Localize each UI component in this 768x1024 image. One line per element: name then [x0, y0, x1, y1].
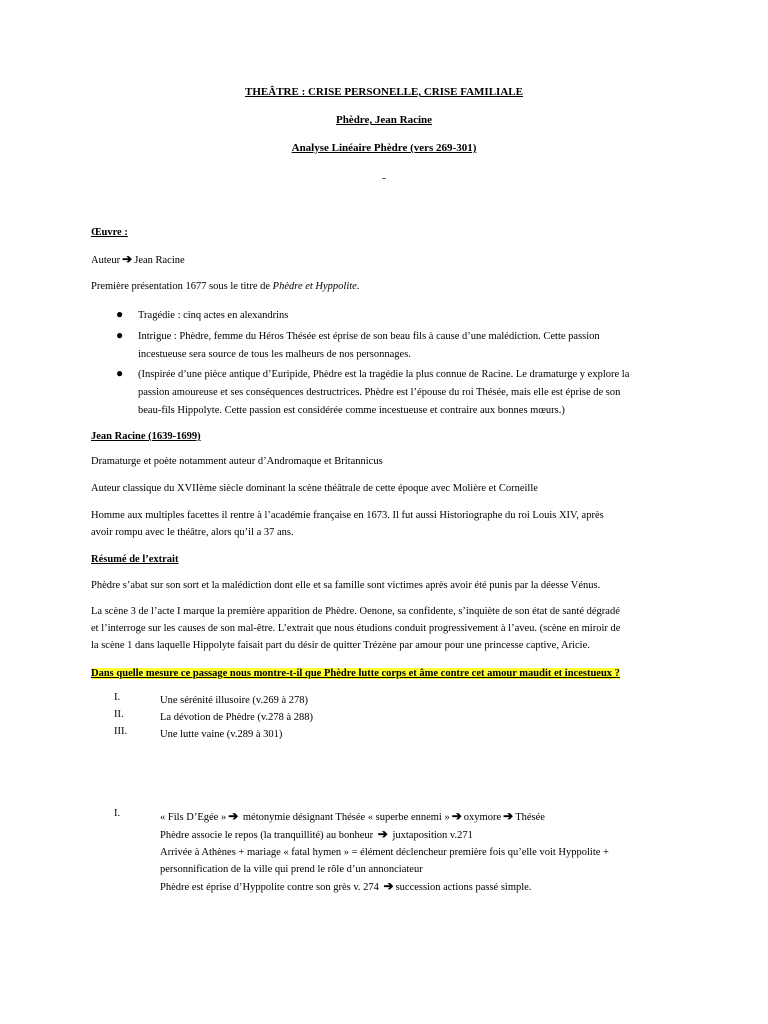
resume-line: et l’interroge sur les causes de son mal-être. L’extrait que nous étudions conduit progressivement à l’aveu. (scène en miroir de: [91, 623, 621, 634]
arrow-right-icon: ➔: [377, 827, 388, 841]
part1-text: « Fils D’Egée »: [160, 812, 227, 823]
part1-text: métonymie désignant Thésée « superbe ennemi »: [240, 812, 450, 823]
bullet-line: (Inspirée d’une pièce antique d’Euripide, Phèdre est la tragédie la plus connue de Racine. Le dramaturge y explore la: [138, 369, 630, 380]
plan-item: Une lutte vaine (v.289 à 301): [160, 729, 283, 740]
problematique: [91, 665, 691, 682]
part1-line: personnification de la ville qui prend le rôle d’un annonciateur: [160, 864, 423, 875]
part1-line: [160, 808, 700, 826]
author-name: Jean Racine: [134, 255, 185, 266]
bullet-line: Tragédie : cinq actes en alexandrins: [138, 310, 289, 321]
bullet-icon: ●: [116, 307, 124, 321]
bullet-item: [138, 328, 683, 364]
part1-text: succession actions passé simple.: [395, 882, 532, 893]
premiere-prefix: Première présentation 1677 sous le titre de: [91, 281, 273, 292]
premiere-line: [91, 278, 681, 295]
part1-text: Phèdre associe le repos (la tranquillité) au bonheur: [160, 830, 376, 841]
author-line: [91, 251, 681, 269]
main-title: THEÂTRE : CRISE PERSONELLE, CRISE FAMILIALE: [245, 86, 523, 98]
bullet-icon: ●: [116, 328, 124, 342]
arrow-right-icon: ➔: [228, 809, 239, 823]
resume-line: la scène 1 dans laquelle Hippolyte faisait part du désir de quitter Trézène par amour pour une princesse captive, Aricie.: [91, 640, 590, 651]
racine-paragraph: [91, 507, 681, 541]
part1-text: Phèdre est éprise d’Hyppolite contre son grès v. 274: [160, 882, 382, 893]
separator-dash: -: [382, 172, 386, 184]
part1-content: [160, 808, 700, 896]
bullet-item: [138, 366, 683, 420]
plan-number: III.: [114, 726, 128, 737]
part-number: I.: [114, 808, 121, 819]
plan-item: Une sérénité illusoire (v.269 à 278): [160, 695, 309, 706]
bullet-line: beau-fils Hippolyte. Cette passion est considérée comme incestueuse et contraire aux bonnes mœurs.): [138, 405, 565, 416]
plan-number: II.: [114, 709, 124, 720]
arrow-right-icon: ➔: [122, 252, 133, 266]
subtitle: Phèdre, Jean Racine: [335, 114, 433, 126]
bullet-line: incestueuse sera source de tous les malheurs de nos personnages.: [138, 349, 411, 360]
racine-heading: Jean Racine (1639-1699): [91, 431, 201, 442]
bullet-icon: ●: [116, 366, 124, 380]
premiere-title: Phèdre et Hyppolite: [272, 281, 357, 292]
racine-line: avoir rompu avec le théâtre, alors qu’il a 37 ans.: [91, 527, 294, 538]
part1-line: [160, 826, 700, 844]
part1-text: juxtaposition v.271: [389, 830, 473, 841]
resume-paragraph: [91, 603, 681, 654]
bullet-line: passion amoureuse et ses conséquences destructrices. Phèdre est l’épouse du roi Thésée, mais elle est éprise de son: [138, 387, 621, 398]
oeuvre-heading: Œuvre :: [91, 227, 128, 238]
author-label: Auteur: [91, 255, 121, 266]
premiere-suffix: .: [356, 281, 360, 292]
part1-text: oxymore: [463, 812, 502, 823]
problematique-text: Dans quelle mesure ce passage nous montre-t-il que Phèdre lutte corps et âme contre cet amour maudit et incestueux ?: [91, 668, 620, 679]
part1-text: Thésée: [515, 812, 545, 823]
resume-line: La scène 3 de l’acte I marque la première apparition de Phèdre. Oenone, sa confidente, s’inquiète de son état de santé dégradé: [91, 606, 620, 617]
bullet-item: [138, 307, 683, 325]
arrow-right-icon: ➔: [451, 809, 462, 823]
arrow-right-icon: ➔: [503, 809, 514, 823]
part1-line: [160, 878, 700, 896]
bullet-line: Intrigue : Phèdre, femme du Héros Thésée est éprise de son beau fils à cause d’une malédiction. Cette passion: [138, 331, 600, 342]
plan-number: I.: [114, 692, 121, 703]
racine-paragraph: Dramaturge et poète notamment auteur d’Andromaque et Britannicus: [91, 456, 383, 467]
arrow-right-icon: ➔: [383, 879, 394, 893]
racine-paragraph: Auteur classique du XVIIème siècle dominant la scène théâtrale de cette époque avec Molière et Corneille: [91, 483, 538, 494]
resume-paragraph: Phèdre s’abat sur son sort et la malédiction dont elle et sa famille sont victimes après avoir été punis par la déesse Vénus.: [91, 580, 601, 591]
analysis-title: Analyse Linéaire Phèdre (vers 269-301): [291, 142, 477, 154]
resume-heading: Résumé de l’extrait: [91, 554, 179, 565]
plan-item: La dévotion de Phèdre (v.278 à 288): [160, 712, 313, 723]
part1-line: Arrivée à Athènes + mariage « fatal hymen » = élément déclencheur première fois qu’elle voit Hyppolite +: [160, 847, 609, 858]
racine-line: Homme aux multiples facettes il rentre à l’académie française en 1673. Il fut aussi Historiographe du roi Louis XIV, après: [91, 510, 604, 521]
